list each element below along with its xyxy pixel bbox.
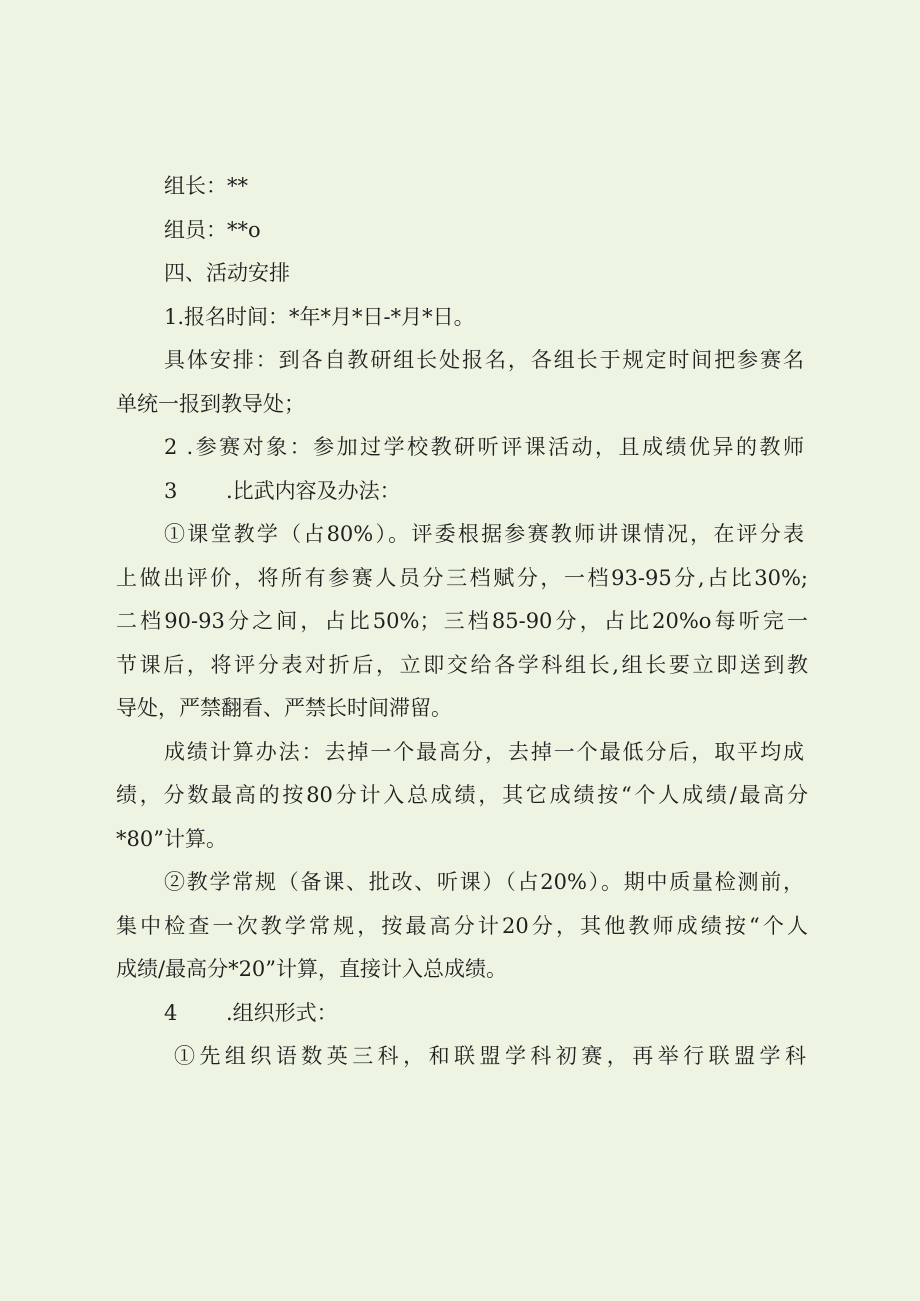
- classroom-teaching-line-4: 节课后，将评分表对折后，立即交给各学科组长,组长要立即送到教: [116, 653, 808, 677]
- team-leader-line: 组长：**: [164, 174, 248, 198]
- arrangement-paragraph-line-2: 单统一报到教导处；: [116, 392, 305, 416]
- arrangement-paragraph-line-1: 具体安排：到各自教研组长处报名，各组长于规定时间把参赛名: [164, 348, 804, 372]
- classroom-teaching-line-1: ①课堂教学（占80%）。评委根据参赛教师讲课情况，在评分表: [164, 522, 804, 546]
- registration-time-line: 1.报名时间：*年*月*日-*月*日。: [164, 305, 475, 329]
- teaching-routine-line-2: 集中检查一次教学常规，按最高分计20分，其他教师成绩按“个人: [116, 914, 808, 938]
- classroom-teaching-line-5: 导处，严禁翻看、严禁长时间滞留。: [116, 696, 452, 720]
- participants-line: 2 .参赛对象：参加过学校教研听评课活动，且成绩优异的教师: [164, 435, 804, 459]
- competition-content-heading: .比武内容及办法：: [226, 479, 401, 503]
- teaching-routine-line-3: 成绩/最高分*20”计算，直接计入总成绩。: [116, 957, 508, 981]
- score-method-line-2: 绩，分数最高的按80分计入总成绩，其它成绩按“个人成绩/最高分: [116, 783, 808, 807]
- teaching-routine-line-1: ②教学常规（备课、批改、听课）（占20%）。期中质量检测前，: [164, 870, 804, 894]
- organization-form-line-1: ①先组织语数英三科，和联盟学科初赛，再举行联盟学科: [174, 1044, 806, 1068]
- classroom-teaching-line-3: 二档90-93分之间，占比50%；三档85-90分，占比20%o每听完一: [116, 609, 808, 633]
- score-method-line-1: 成绩计算办法：去掉一个最高分，去掉一个最低分后，取平均成: [164, 740, 804, 764]
- item-number-4: 4: [164, 1001, 178, 1025]
- score-method-line-3: *80”计算。: [116, 827, 227, 851]
- team-members-line: 组员：**o: [164, 218, 261, 242]
- organization-form-heading: .组织形式：: [226, 1001, 338, 1025]
- classroom-teaching-line-2: 上做出评价，将所有参赛人员分三档赋分，一档93-95分,占比30%;: [116, 566, 808, 590]
- section-heading-activity-arrangement: 四、活动安排: [164, 261, 290, 285]
- item-number-3: 3: [164, 479, 178, 503]
